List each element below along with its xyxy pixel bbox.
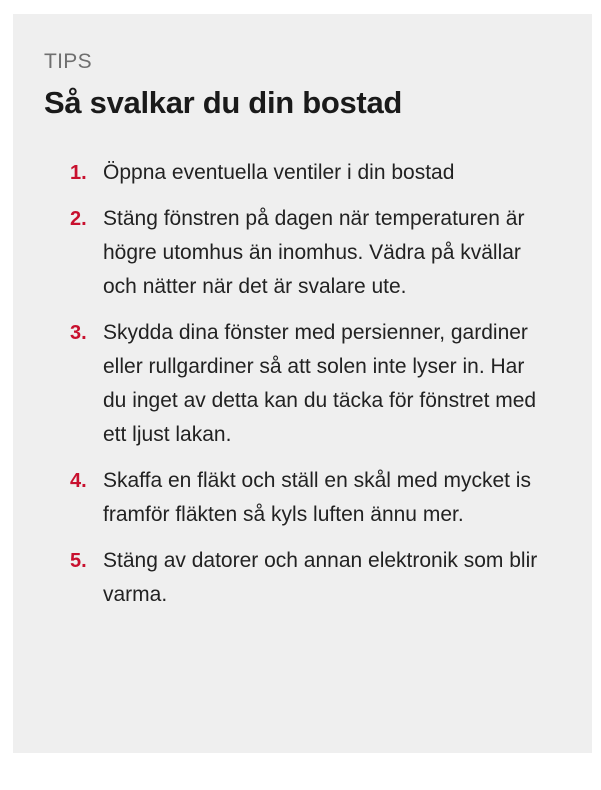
tips-list xyxy=(44,156,562,612)
tips-title: Så svalkar du din bostad xyxy=(44,85,403,120)
list-item-text: Stäng av datorer och annan elektronik som blir varma. xyxy=(103,549,538,606)
tips-card xyxy=(13,14,592,753)
list-item-number: 4. xyxy=(70,470,87,492)
list-item-number: 3. xyxy=(70,322,87,344)
tips-kicker: TIPS xyxy=(44,50,92,73)
list-item xyxy=(70,316,562,452)
list-item-text: Skaffa en fläkt och ställ en skål med mycket is framför fläkten så kyls luften ännu mer. xyxy=(103,469,531,526)
list-item xyxy=(70,156,562,190)
list-item xyxy=(70,202,562,304)
list-item-number: 2. xyxy=(70,208,87,230)
list-item-text: Stäng fönstren på dagen när temperaturen är högre utomhus än inomhus. Vädra på kvällar och nätter när det är svalare ute. xyxy=(103,207,525,298)
list-item-text: Skydda dina fönster med persienner, gardiner eller rullgardiner så att solen inte lyser in. Har du inget av detta kan du täcka för fönstret med ett ljust lakan. xyxy=(103,321,537,446)
list-item-number: 1. xyxy=(70,162,87,184)
list-item-number: 5. xyxy=(70,550,87,572)
list-item-text: Öppna eventuella ventiler i din bostad xyxy=(103,161,455,184)
list-item xyxy=(70,464,562,532)
list-item xyxy=(70,544,562,612)
